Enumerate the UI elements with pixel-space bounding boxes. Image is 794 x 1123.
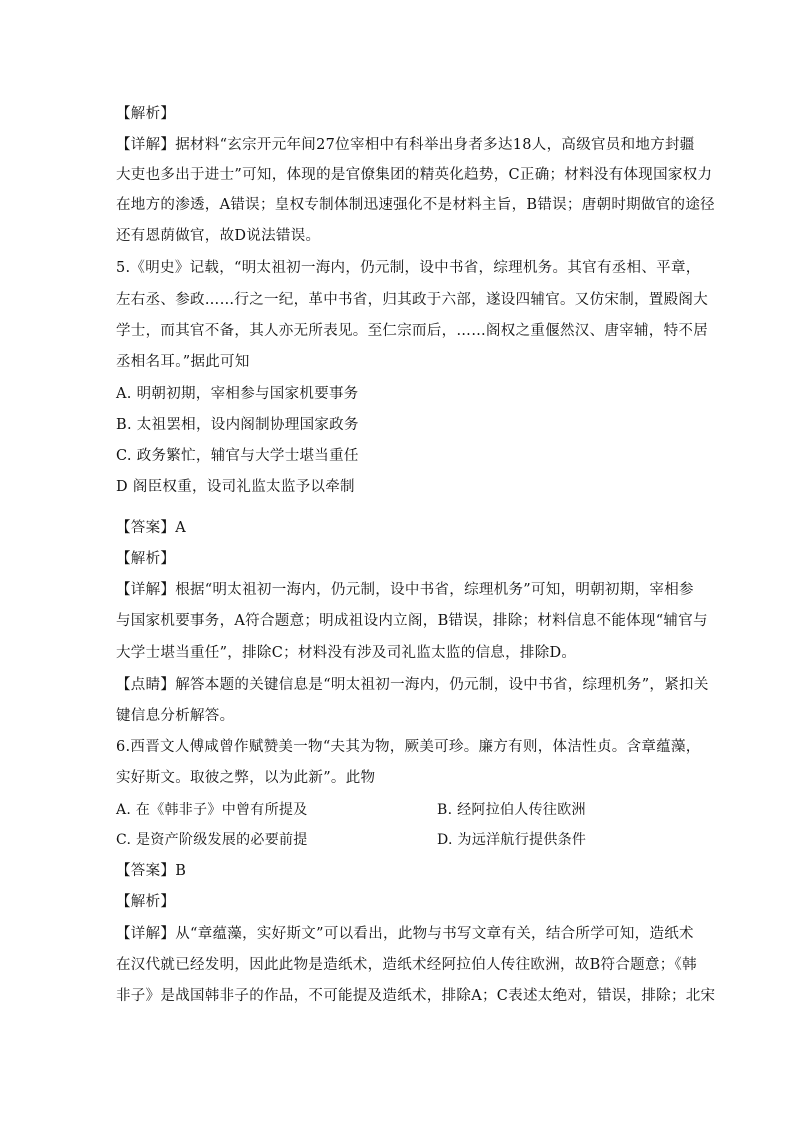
explanation-text: 【详解】从“章蕴藻，实好斯文”可以看出，此物与书写文章有关，结合所学可知，造纸术 (116, 926, 694, 942)
question-6-stem: 实好斯文。取彼之弊，以为此新”。此物 (116, 770, 376, 786)
question-5-stem: 丞相名耳。”据此可知 (116, 354, 250, 370)
question-5-option-c: C. 政务繁忙，辅官与大学士堪当重任 (116, 448, 359, 464)
question-6-stem: 6.西晋文人傅咸曾作赋赞美一物“夫其为物，厥美可珍。廉方有则，体洁性贞。含章蕴藻， (116, 739, 701, 755)
explanation-text: 在汉代就已经发明，因此此物是造纸术，造纸术经阿拉伯人传往欧洲，故B符合题意；《韩 (116, 957, 697, 973)
question-6-option-b: B. 经阿拉伯人传往欧洲 (437, 802, 586, 818)
section-label-analysis: 【解析】 (116, 106, 176, 122)
explanation-text: 【详解】根据“明太祖初一海内，仍元制，设中书省，综理机务”可知，明朝初期，宰相参 (116, 582, 694, 598)
question-5-stem: 学士，而其官不备，其人亦无所表见。至仁宗而后，……阁权之重偃然汉、唐宰辅，特不居 (116, 323, 708, 339)
explanation-text: 大学士堪当重任”，排除C；材料没有涉及司礼监太监的信息，排除D。 (116, 645, 577, 661)
explanation-text: 【详解】据材料“玄宗开元年间27位宰相中有科举出身者多达18人，高级官员和地方封疆 (116, 137, 695, 153)
question-6-option-d: D. 为远洋航行提供条件 (437, 832, 587, 848)
answer-label: 【答案】A (116, 520, 186, 536)
explanation-text: 非子》是战国韩非子的作品，不可能提及造纸术，排除A；C表述太绝对，错误，排除；北宋 (116, 988, 716, 1004)
answer-label: 【答案】B (116, 863, 187, 879)
question-5-option-b: B. 太祖罢相，设内阁制协理国家政务 (116, 417, 359, 433)
question-6-option-c: C. 是资产阶级发展的必要前提 (116, 832, 308, 848)
explanation-text: 还有恩荫做官，故D说法错误。 (116, 228, 321, 244)
tip-text: 【点睛】解答本题的关键信息是“明太祖初一海内，仍元制，设中书省，综理机务”，紧扣关 (116, 677, 709, 693)
question-5-option-a: A. 明朝初期，宰相参与国家机要事务 (116, 386, 359, 402)
question-5-stem: 5.《明史》记载，“明太祖初一海内，仍元制，设中书省，综理机务。其官有丞相、平章， (116, 260, 701, 276)
question-5-stem: 左右丞、参政……行之一纪，革中书省，归其政于六部，遂设四辅官。又仿宋制，置殿阁大 (116, 292, 708, 308)
explanation-text: 在地方的渗透，A错误；皇权专制体制迅速强化不是材料主旨，B错误；唐朝时期做官的途径 (116, 197, 715, 213)
section-label-analysis: 【解析】 (116, 551, 176, 567)
section-label-analysis: 【解析】 (116, 894, 176, 910)
tip-text: 键信息分析解答。 (116, 708, 235, 724)
question-6-option-a: A. 在《韩非子》中曾有所提及 (116, 802, 308, 818)
question-5-option-d: D 阁臣权重，设司礼监太监予以牵制 (116, 479, 355, 495)
explanation-text: 大吏也多出于进士”可知，体现的是官僚集团的精英化趋势，C正确；材料没有体现国家权力 (116, 167, 713, 183)
explanation-text: 与国家机要事务，A符合题意；明成祖设内立阁，B错误，排除；材料信息不能体现“辅官与 (116, 613, 708, 629)
